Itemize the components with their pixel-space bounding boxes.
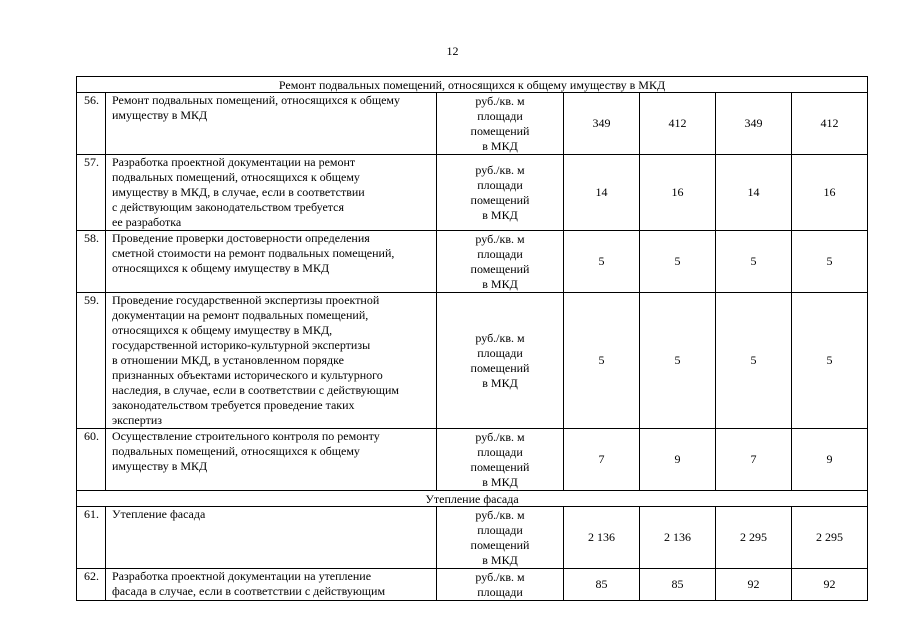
unit-of-measure [437,293,564,429]
value-cell: 5 [716,293,792,429]
value-cell: 5 [716,231,792,293]
value-cell: 92 [716,569,792,601]
unit-line: в МКД [482,277,518,291]
unit-of-measure [437,507,564,569]
value-cell: 2 295 [792,507,868,569]
description-line: признанных объектами исторического и культурного [112,368,383,382]
unit-line: в МКД [482,139,518,153]
description-line: Проведение государственной экспертизы проектной [112,293,380,307]
row-description [106,569,437,601]
value-cell: 85 [564,569,640,601]
value-cell: 5 [792,231,868,293]
unit-line: руб./кв. м [475,570,525,584]
unit-of-measure [437,93,564,155]
value-cell: 2 136 [640,507,716,569]
description-line: экспертиз [112,413,163,427]
description-line: сметной стоимости на ремонт подвальных помещений, [112,246,395,260]
unit-line: руб./кв. м [475,430,525,444]
table-row [77,429,868,491]
value-cell: 412 [640,93,716,155]
unit-line: площади [477,178,523,192]
value-cell: 16 [792,155,868,231]
row-number: 58. [77,231,106,293]
unit-line: в МКД [482,475,518,489]
unit-line: площади [477,109,523,123]
description-line: имуществу в МКД [112,108,208,122]
unit-of-measure [437,231,564,293]
unit-line: в МКД [482,553,518,567]
value-cell: 14 [716,155,792,231]
unit-line: руб./кв. м [475,94,525,108]
unit-line: руб./кв. м [475,232,525,246]
section-title: Утепление фасада [77,491,868,507]
description-line: наследия, в случае, если в соответствии с действующим [112,383,400,397]
row-description [106,429,437,491]
description-line: ее разработка [112,215,182,229]
row-number: 61. [77,507,106,569]
row-description [106,293,437,429]
value-cell: 349 [716,93,792,155]
description-line: подвальных помещений, относящихся к общему [112,444,360,458]
section-header [77,491,868,507]
row-description [106,507,437,569]
unit-line: площади [477,247,523,261]
unit-line: площади [477,445,523,459]
value-cell: 7 [716,429,792,491]
row-description [106,93,437,155]
unit-line: площади [477,585,523,599]
section-title: Ремонт подвальных помещений, относящихся к общему имуществу в МКД [77,77,868,93]
description-line: Проведение проверки достоверности определения [112,231,370,245]
row-number: 56. [77,93,106,155]
unit-line: руб./кв. м [475,508,525,522]
description-line: относящихся к общему имуществу в МКД [112,261,330,275]
description-line: в отношении МКД, в установленном порядке [112,353,344,367]
value-cell: 16 [640,155,716,231]
unit-of-measure [437,569,564,601]
row-description [106,231,437,293]
value-cell: 5 [564,231,640,293]
table-row [77,93,868,155]
value-cell: 9 [792,429,868,491]
description-line: имуществу в МКД [112,459,208,473]
table-row [77,231,868,293]
row-description [106,155,437,231]
value-cell: 2 136 [564,507,640,569]
description-line: документации на ремонт подвальных помещений, [112,308,369,322]
table-row [77,569,868,601]
value-cell: 92 [792,569,868,601]
section-header [77,77,868,93]
description-line: фасада в случае, если в соответствии с действующим [112,584,386,598]
value-cell: 14 [564,155,640,231]
row-number: 60. [77,429,106,491]
description-line: Разработка проектной документации на ремонт [112,155,356,169]
tariff-table [76,76,868,601]
description-line: имуществу в МКД, в случае, если в соответствии [112,185,365,199]
unit-line: площади [477,523,523,537]
value-cell: 5 [564,293,640,429]
value-cell: 2 295 [716,507,792,569]
description-line: относящихся к общему имуществу в МКД, [112,323,333,337]
description-line: Утепление фасада [112,507,206,521]
unit-line: в МКД [482,376,518,390]
value-cell: 412 [792,93,868,155]
row-number: 59. [77,293,106,429]
description-line: с действующим законодательством требуется [112,200,345,214]
value-cell: 349 [564,93,640,155]
value-cell: 85 [640,569,716,601]
value-cell: 5 [640,231,716,293]
description-line: Осуществление строительного контроля по ремонту [112,429,380,443]
table-row [77,293,868,429]
unit-line: помещений [470,193,530,207]
unit-line: помещений [470,361,530,375]
value-cell: 9 [640,429,716,491]
unit-line: помещений [470,124,530,138]
unit-line: помещений [470,262,530,276]
row-number: 62. [77,569,106,601]
page-number: 12 [446,44,459,58]
description-line: государственной историко-культурной экспертизы [112,338,371,352]
unit-line: помещений [470,460,530,474]
value-cell: 5 [640,293,716,429]
table-row [77,507,868,569]
description-line: Ремонт подвальных помещений, относящихся к общему [112,93,401,107]
value-cell: 7 [564,429,640,491]
description-line: подвальных помещений, относящихся к общему [112,170,360,184]
value-cell: 5 [792,293,868,429]
unit-line: помещений [470,538,530,552]
unit-of-measure [437,155,564,231]
description-line: законодательством требуется проведение таких [112,398,355,412]
description-line: Разработка проектной документации на утепление [112,569,372,583]
unit-line: руб./кв. м [475,331,525,345]
unit-line: руб./кв. м [475,163,525,177]
row-number: 57. [77,155,106,231]
unit-of-measure [437,429,564,491]
table-row [77,155,868,231]
unit-line: в МКД [482,208,518,222]
unit-line: площади [477,346,523,360]
